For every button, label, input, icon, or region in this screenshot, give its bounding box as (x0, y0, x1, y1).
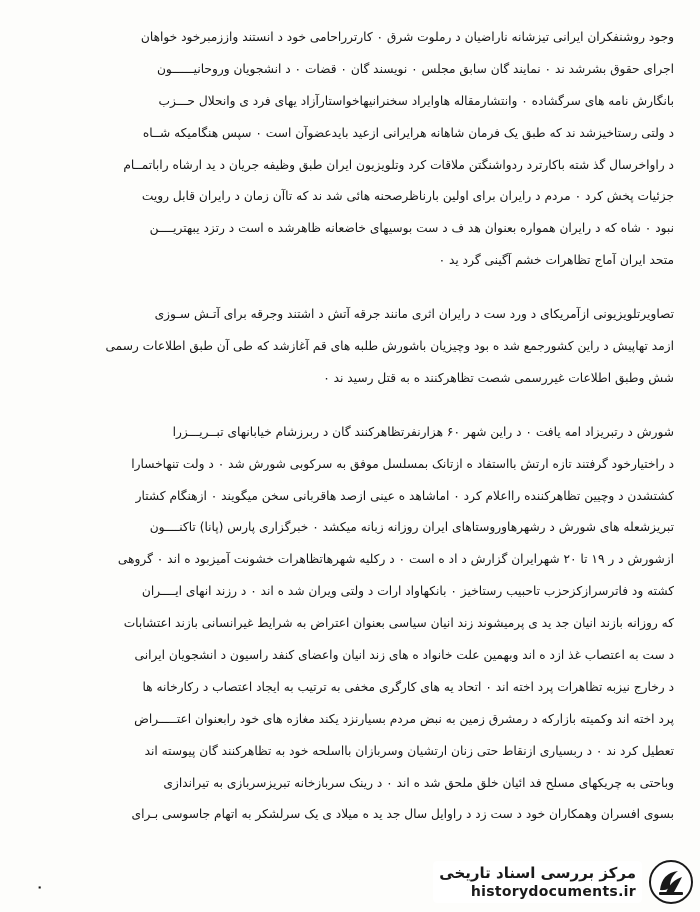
text-line: تصاویرتلویزیونی ازآمریکای د ورد ست د رایران اثری مانند جرقه آتش د اشتند وجرقه برای آتـش سـوزی (154, 307, 674, 322)
paragraph-gap (58, 277, 674, 299)
text-line: که روزانه بازند انیان جد ید ی پرمیشوند زند انیان سیاسی بعنوان اعتراض به شرایط غیرانسانی بازند اعتشابات (123, 616, 674, 631)
archive-watermark[interactable] (394, 856, 694, 908)
watermark-text (433, 861, 642, 903)
text-line: د راواخرسال گذ شته باکارترد ردواشنگتن ملاقات کرد وتلویزیون ایران طبق وظیفه جریان د ید ارشاه راباتمــام (123, 157, 674, 172)
text-line: بانگارش نامه های سرگشاده ۰ وانتشارمقاله هاوایراد سخنرانیهاخواستارآزاد یهای فرد ی وانحلال حـــزب (158, 93, 674, 108)
text-line: بسوی افسران وهمکاران خود د ست زد د راوایل سال جد ید ه میلاد ی یک سرلشکر به اتهام جاسوسی بـرای (131, 807, 674, 822)
text-line: نبود ۰ شاه که د رایران همواره بعنوان هد ف د ست بوسیهای خاضعانه ظاهرشد ه است د رتزد یبهتریــــن (149, 221, 674, 236)
text-line: د رخارج نیزبه تظاهرات پرد اخته اند ۰ اتحاد یه های کارگری مخفی به ترتیب به ایجاد اعتصاب د رکارخانه ها (142, 679, 674, 694)
text-line: د ست به اعتصاب غذ ازد ه اند وبهمین علت خانواد ه های زند انیان واعضای کنفد راسیون د انشجویان ایرانی (134, 648, 674, 663)
text-line: وجود روشنفکران ایرانی تیزشانه ناراضیان د رملوت شرق ۰ کارترراحامی خود د انستند واززمبرخود خواهان (140, 30, 674, 44)
text-line: تعطیل کرد ند ۰ د ربسیاری ازنقاط حتی زنان ارتشیان وسربازان بااسلحه خود به تظاهرکنند گان پیوسته اند (144, 743, 674, 758)
text-line: ازشورش د ر ۱۹ تا ۲۰ شهرایران گزارش د اد ه است ۰ د رکلیه شهرهاتظاهرات خشونت آمیزبود ه اند ۰ گروهی (117, 552, 674, 567)
text-line: کشته ود فاترسرازکزحزب تاحبیب رستاخیز ۰ بانکهاواد ارات د ولتی ویران شد ه اند ۰ د رزند انهای ایــــران (141, 584, 674, 599)
text-line: جزئیات پخش کرد ۰ مردم د رایران برای اولین بارناظرصحنه هائی شد ند که تاآن زمان د رایران قابل رویت (141, 189, 674, 204)
page-marker: ۰ (36, 880, 44, 894)
text-line: شورش د رتبریزاد امه یافت ۰ د راین شهر ۶۰ هزارنفرتظاهرکنند گان د ربرزشام خیابانهای تبــریـــزرا (172, 424, 674, 439)
text-line: شش وطبق اطلاعات غیررسمی شصت تظاهرکنند ه به قتل رسید ند ۰ (323, 370, 674, 385)
text-line: د ولتی رستاخیزشد ند که طبق یک فرمان شاهانه هرایرانی ازعید بایدعضوآن است ۰ سپس هنگامیکه شــاه (142, 125, 674, 140)
text-line: متحد ایران آماج تظاهرات خشم آگینی گرد ید ۰ (438, 253, 674, 268)
text-line: اجرای حقوق بشرشد ند ۰ نمایند گان سابق مجلس ۰ نویسند گان ۰ قضات ۰ د انشجویان وروحانیــــــون (156, 61, 674, 76)
watermark-title: مرکز بررسی اسناد تاریخی (439, 864, 636, 882)
text-line: د راختیارخود گرفتند تازه ارتش بااستفاد ه ازتانک بمسلسل موفق به سرکوبی شورش شد ۰ د ولت تنهاخسارا (131, 456, 674, 471)
text-line: ازمد تهاپیش د راین کشورجمع شد ه بود وچیزیان باشورش طلبه های قم آغازشد که طی آن طبق اطلاعات رسمی (105, 339, 674, 354)
watermark-url[interactable]: historydocuments.ir (470, 884, 636, 900)
text-line: تبریزشعله های شورش د رشهرهاوروستاهای ایران روزانه زبانه میکشد ۰ خبرگزاری پارس (پانا) تاکنــــون (149, 520, 674, 535)
typed-body-text (58, 22, 674, 831)
archive-logo-icon (648, 859, 694, 905)
text-line: وباحتی به چریکهای مسلح فد ائیان خلق ملحق شد ه اند ۰ د رینک سربازخانه تبریزسربازی به تیراندازی (163, 775, 674, 790)
text-line: کشتشدن د وچیین تظاهرکننده رااعلام کرد ۰ اماشاهد ه عینی ازصد هاقربانی سخن میگویند ۰ ازهنگام کشتار (135, 488, 674, 503)
paragraph-gap (58, 395, 674, 417)
text-line: پرد اخته اند وکمیته بازارکه د رمشرق زمین به نبض مردم بسیارنزد یکند مغازه های خود رابعنوان اعتـــــراض (134, 711, 674, 726)
